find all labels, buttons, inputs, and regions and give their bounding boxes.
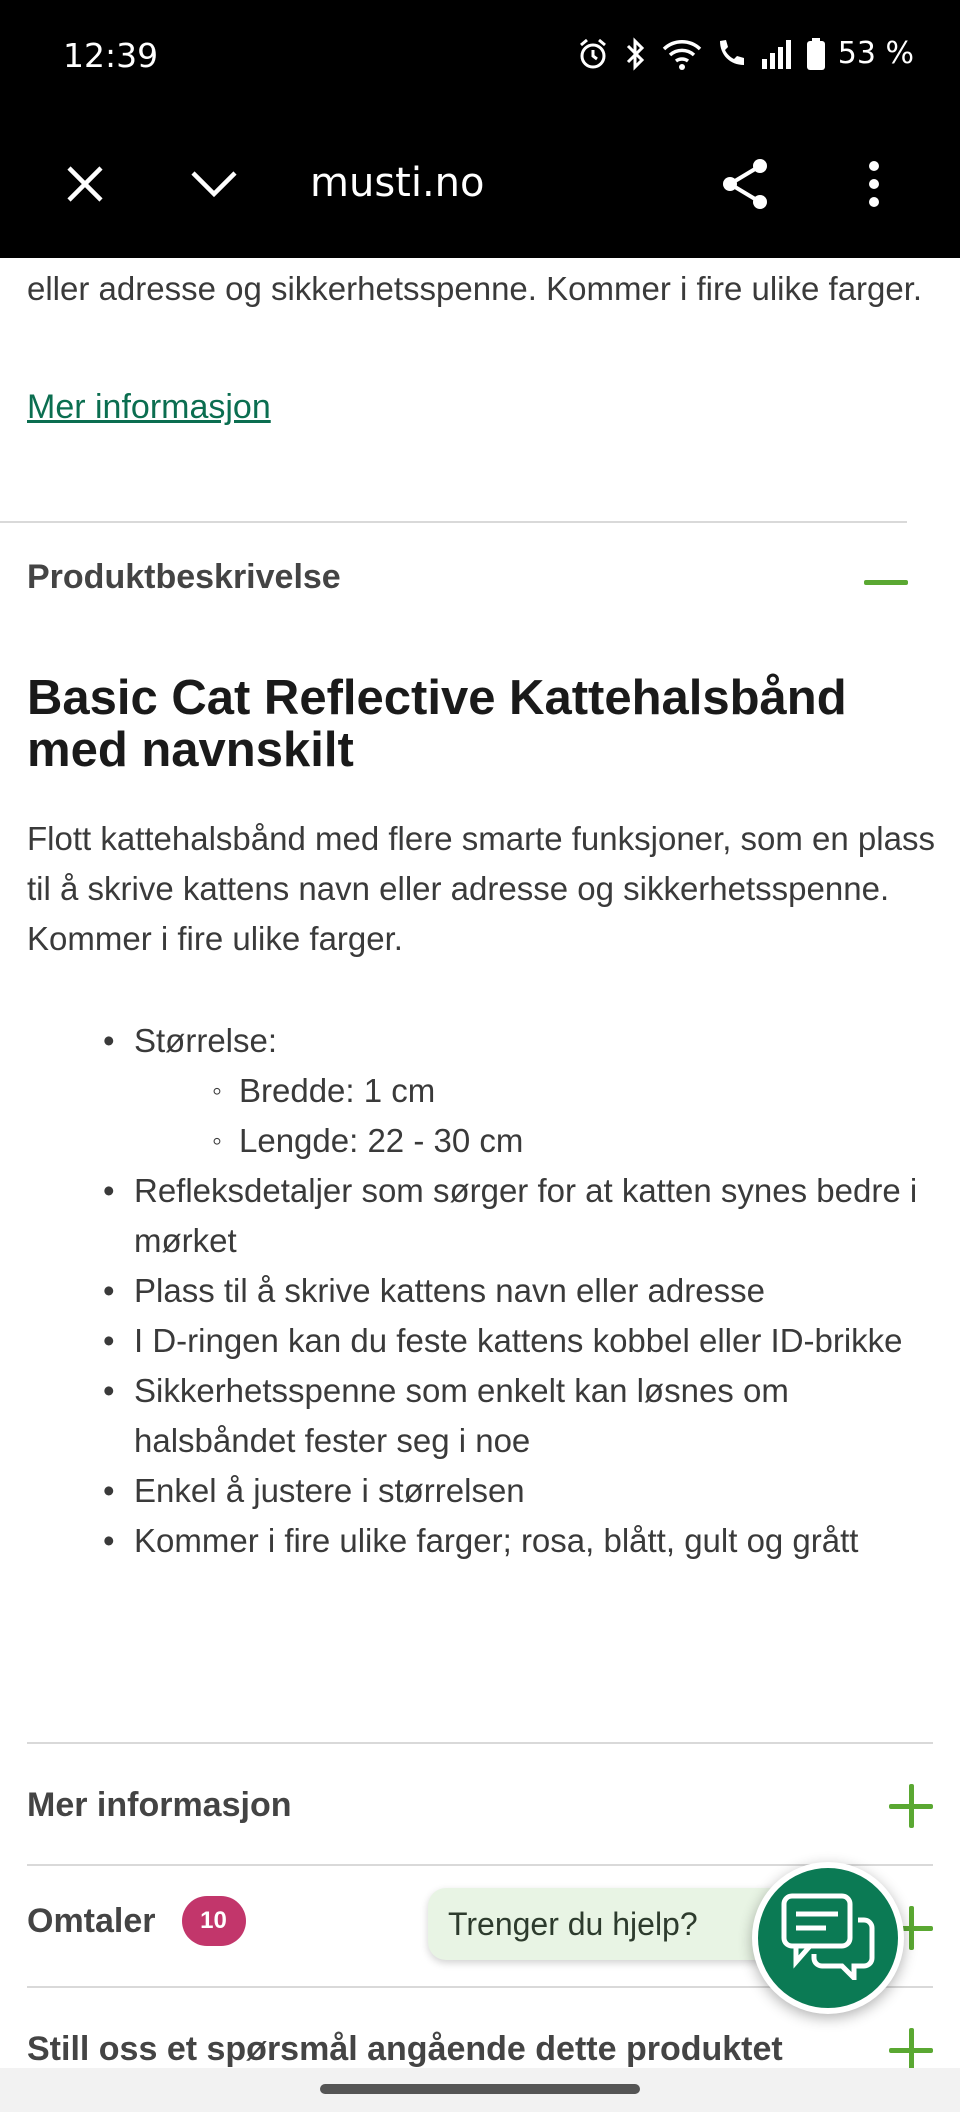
status-time: 12:39 — [63, 36, 159, 75]
size-label: Størrelse: — [134, 1022, 278, 1059]
chevron-down-icon[interactable] — [178, 148, 250, 220]
share-icon[interactable] — [710, 148, 782, 220]
help-bubble[interactable] — [428, 1888, 788, 1960]
battery-icon — [806, 37, 826, 71]
list-item: • Enkel å justere i størrelsen — [27, 1466, 937, 1516]
list-item: • Refleksdetaljer som sørger for at katten synes bedre i mørket — [27, 1166, 937, 1266]
home-indicator[interactable] — [320, 2084, 640, 2094]
status-icons — [576, 36, 914, 71]
plus-icon[interactable] — [889, 1784, 933, 1828]
accordion-label — [27, 1786, 291, 1825]
divider — [0, 521, 907, 523]
plus-icon[interactable] — [889, 2028, 933, 2072]
list-item: • I D-ringen kan du feste kattens kobbel eller ID-brikke — [27, 1316, 937, 1366]
chat-icon — [780, 1892, 876, 1985]
accordion-label — [27, 1896, 246, 1946]
minus-icon[interactable] — [864, 580, 908, 585]
more-vert-icon[interactable] — [838, 148, 910, 220]
browser-toolbar — [0, 110, 960, 258]
list-item: • Plass til å skrive kattens navn eller adresse — [27, 1266, 937, 1316]
more-info-link[interactable]: Mer informasjon — [27, 388, 271, 426]
signal-icon — [760, 37, 794, 71]
accordion-label — [27, 2030, 783, 2069]
product-description: Flott kattehalsbånd med flere smarte funksjoner, som en plass til å skrive kattens navn eller adresse og sikkerhetsspenne. Kommer i fire ulike farger. — [27, 820, 935, 957]
review-count-badge: 10 — [182, 1896, 246, 1946]
accordion-title: Mer informasjon — [27, 1786, 292, 1824]
list-item: • Kommer i fire ulike farger; rosa, blått, gult og grått — [27, 1516, 937, 1566]
close-icon[interactable] — [49, 148, 121, 220]
url-label[interactable]: musti.no — [310, 160, 485, 206]
bluetooth-icon — [622, 37, 650, 71]
sub-list-item: ◦ Lengde: 22 - 30 cm — [134, 1116, 937, 1166]
chat-button[interactable] — [752, 1862, 904, 2014]
accordion-title: Still oss et spørsmål angående dette produktet — [27, 2030, 783, 2068]
accordion-title: Omtaler — [27, 1901, 156, 1940]
wifi-call-icon — [714, 37, 748, 71]
alarm-icon — [576, 37, 610, 71]
sub-list-item: ◦ Bredde: 1 cm — [134, 1066, 937, 1116]
intro-text: eller adresse og sikkerhetsspenne. Kommer i fire ulike farger. — [27, 270, 923, 307]
list-item — [27, 1016, 937, 1166]
feature-list — [27, 1016, 937, 1566]
list-item: • Sikkerhetsspenne som enkelt kan løsnes om halsbåndet fester seg i noe — [27, 1366, 937, 1466]
wifi-icon — [662, 37, 702, 71]
product-description-heading[interactable]: Produktbeskrivelse — [27, 558, 341, 596]
battery-percent: 53 % — [837, 36, 914, 71]
help-bubble-text: Trenger du hjelp? — [448, 1905, 698, 1942]
accordion-more-info[interactable] — [27, 1742, 933, 1864]
product-title: Basic Cat Reflective Kattehalsbånd med navnskilt — [27, 671, 847, 777]
status-bar — [0, 0, 960, 110]
